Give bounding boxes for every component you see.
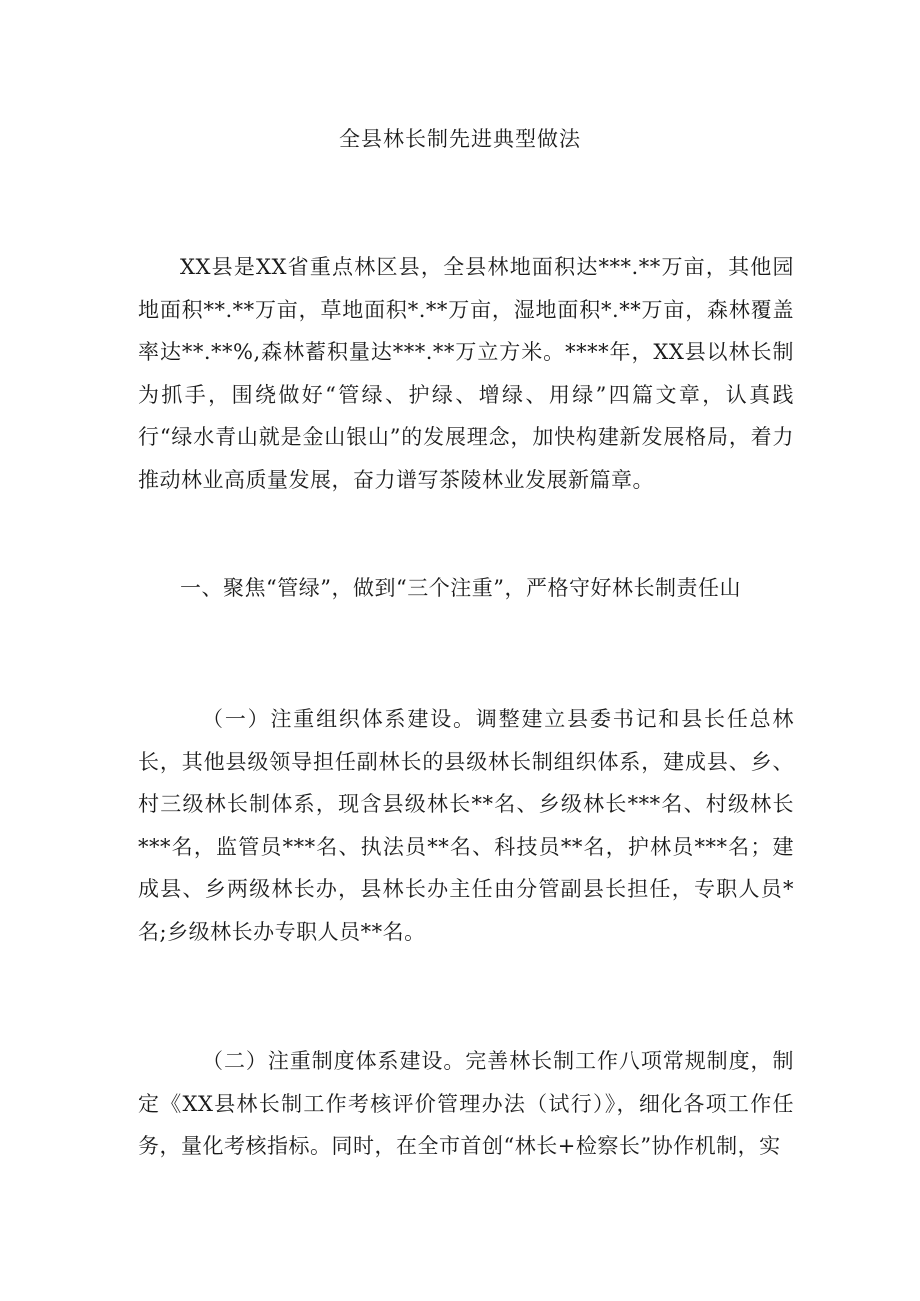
subsection-paragraph-1: （一）注重组织体系建设。调整建立县委书记和县长任总林长，其他县级领导担任副林长的县级林长制组织体系，建成县、乡、村三级林长制体系，现含县级林长**名、乡级林长***名、村级林长***名，监管员***名、执法员**名、科技员**名，护林员***名；建成县、乡两级林长办，县林长办主任由分管副县长担任，专职人员*名;乡级林长办专职人员**名。 (138, 707, 794, 944)
subsection-paragraph-2: （二）注重制度体系建设。完善林长制工作八项常规制度，制定《XX县林长制工作考核评价管理办法（试行）》，细化各项工作任务，量化考核指标。同时，在全市首创“林长+检察长”协作机制，实 (138, 1049, 794, 1158)
document-title: 全县林长制先进典型做法 (339, 127, 581, 151)
section-heading: 一、聚焦“管绿”，做到“三个注重”，严格守好林长制责任山 (180, 576, 741, 600)
intro-paragraph: XX县是XX省重点林区县，全县林地面积达***.**万亩，其他园地面积**.**万亩，草地面积*.**万亩，湿地面积*.**万亩，森林覆盖率达**.**%,森林蓄积量达***.**万立方米。****年，XX县以林长制为抓手，围绕做好“管绿、护绿、增绿、用绿”四篇文章，认真践行“绿水青山就是金山银山”的发展理念，加快构建新发展格局，着力推动林业高质量发展，奋力谱写茶陵林业发展新篇章。 (138, 255, 794, 492)
